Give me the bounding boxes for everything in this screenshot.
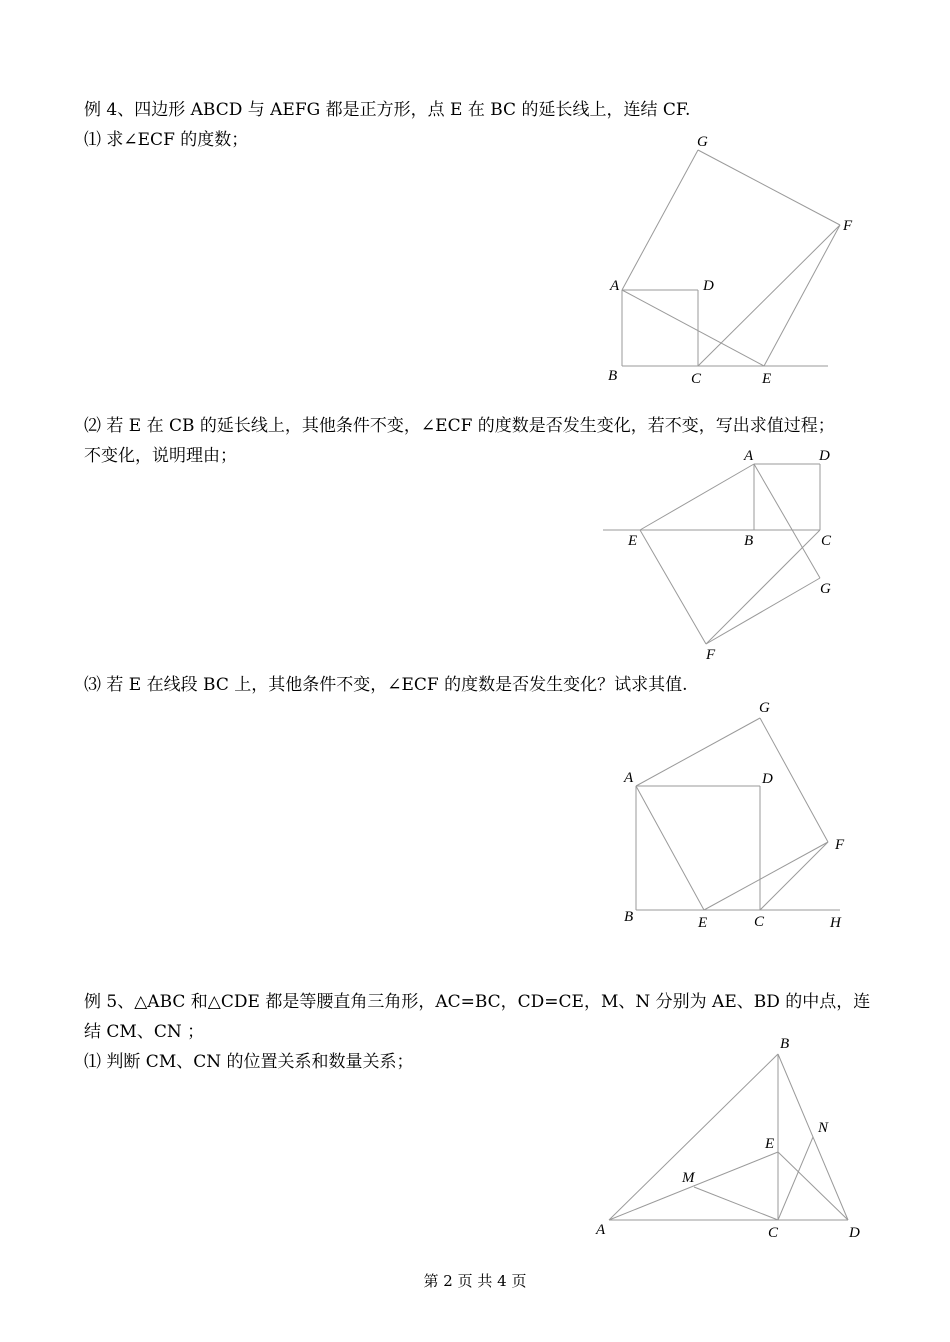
fig1-label-a: A xyxy=(610,278,620,294)
fig3-segment xyxy=(704,842,828,910)
ex4-question-1: ⑴ 求∠ECF 的度数； xyxy=(84,130,249,150)
figure-4 xyxy=(590,1030,875,1245)
fig3-label-e: E xyxy=(698,915,708,931)
fig2-segment xyxy=(640,530,706,644)
fig2-label-b: B xyxy=(744,533,754,549)
fig1-label-g: G xyxy=(697,134,708,150)
fig2-label-f: F xyxy=(706,647,716,663)
fig3-label-f: F xyxy=(835,837,845,853)
fig4-segment xyxy=(778,1152,848,1220)
fig1-label-e: E xyxy=(762,371,772,387)
fig1-segment xyxy=(622,290,764,366)
ex4-title: 例 4、四边形 ABCD 与 AEFG 都是正方形，点 E 在 BC 的延长线上，连结 CF. xyxy=(84,100,691,120)
ex4-question-2-line1: ⑵ 若 E 在 CB 的延长线上，其他条件不变，∠ECF 的度数是否发生变化，若不变，写出求值过程； xyxy=(84,416,835,436)
fig1-segment xyxy=(622,150,698,290)
fig3-label-c: C xyxy=(754,914,765,930)
fig1-label-f: F xyxy=(843,218,853,234)
fig2-segment xyxy=(706,578,820,644)
fig1-segment-cf xyxy=(698,225,840,366)
fig1-label-c: C xyxy=(691,371,702,387)
fig2-label-g: G xyxy=(820,581,831,597)
fig1-label-b: B xyxy=(608,368,618,384)
ex5-question-1: ⑴ 判断 CM、CN 的位置关系和数量关系； xyxy=(84,1052,414,1072)
fig4-label-e: E xyxy=(765,1136,775,1152)
ex4-question-2-line2: 不变化，说明理由； xyxy=(84,446,237,466)
ex4-question-3: ⑶ 若 E 在线段 BC 上，其他条件不变，∠ECF 的度数是否发生变化？试求其值. xyxy=(84,675,688,695)
fig2-label-a: A xyxy=(744,448,754,464)
fig2-label-d: D xyxy=(819,448,830,464)
fig2-segment xyxy=(754,464,820,578)
fig4-label-b: B xyxy=(780,1036,790,1052)
figure-2 xyxy=(600,442,850,667)
fig3-label-g: G xyxy=(759,700,770,716)
figure-1 xyxy=(595,128,875,393)
figure-3 xyxy=(615,695,855,935)
fig4-segment xyxy=(609,1054,778,1220)
fig3-segment xyxy=(636,786,704,910)
fig4-label-n: N xyxy=(818,1120,829,1136)
fig2-segment-cf xyxy=(706,530,820,644)
fig4-label-m: M xyxy=(682,1170,695,1186)
fig4-label-d: D xyxy=(849,1225,860,1241)
fig2-label-c: C xyxy=(821,533,832,549)
fig3-label-b: B xyxy=(624,909,634,925)
ex5-title-line2: 结 CM、CN ； xyxy=(84,1022,205,1042)
fig3-segment xyxy=(636,718,760,786)
fig3-label-h: H xyxy=(830,915,841,931)
fig2-label-e: E xyxy=(628,533,638,549)
ex5-title-line1: 例 5、△ABC 和△CDE 都是等腰直角三角形，AC=BC，CD=CE，M、N 分别为 AE、BD 的中点，连 xyxy=(84,992,871,1012)
fig3-label-a: A xyxy=(624,770,634,786)
fig1-segment xyxy=(698,150,840,225)
fig4-segment-cm xyxy=(694,1187,778,1220)
fig4-segment-cn xyxy=(778,1137,813,1220)
fig1-segment xyxy=(764,225,840,366)
fig4-label-c: C xyxy=(768,1225,779,1241)
fig4-label-a: A xyxy=(596,1222,606,1238)
page-footer: 第 2 页 共 4 页 xyxy=(423,1272,527,1290)
fig2-segment xyxy=(640,464,754,530)
fig3-segment-cf xyxy=(760,842,828,910)
fig1-label-d: D xyxy=(703,278,714,294)
fig3-label-d: D xyxy=(762,771,773,787)
